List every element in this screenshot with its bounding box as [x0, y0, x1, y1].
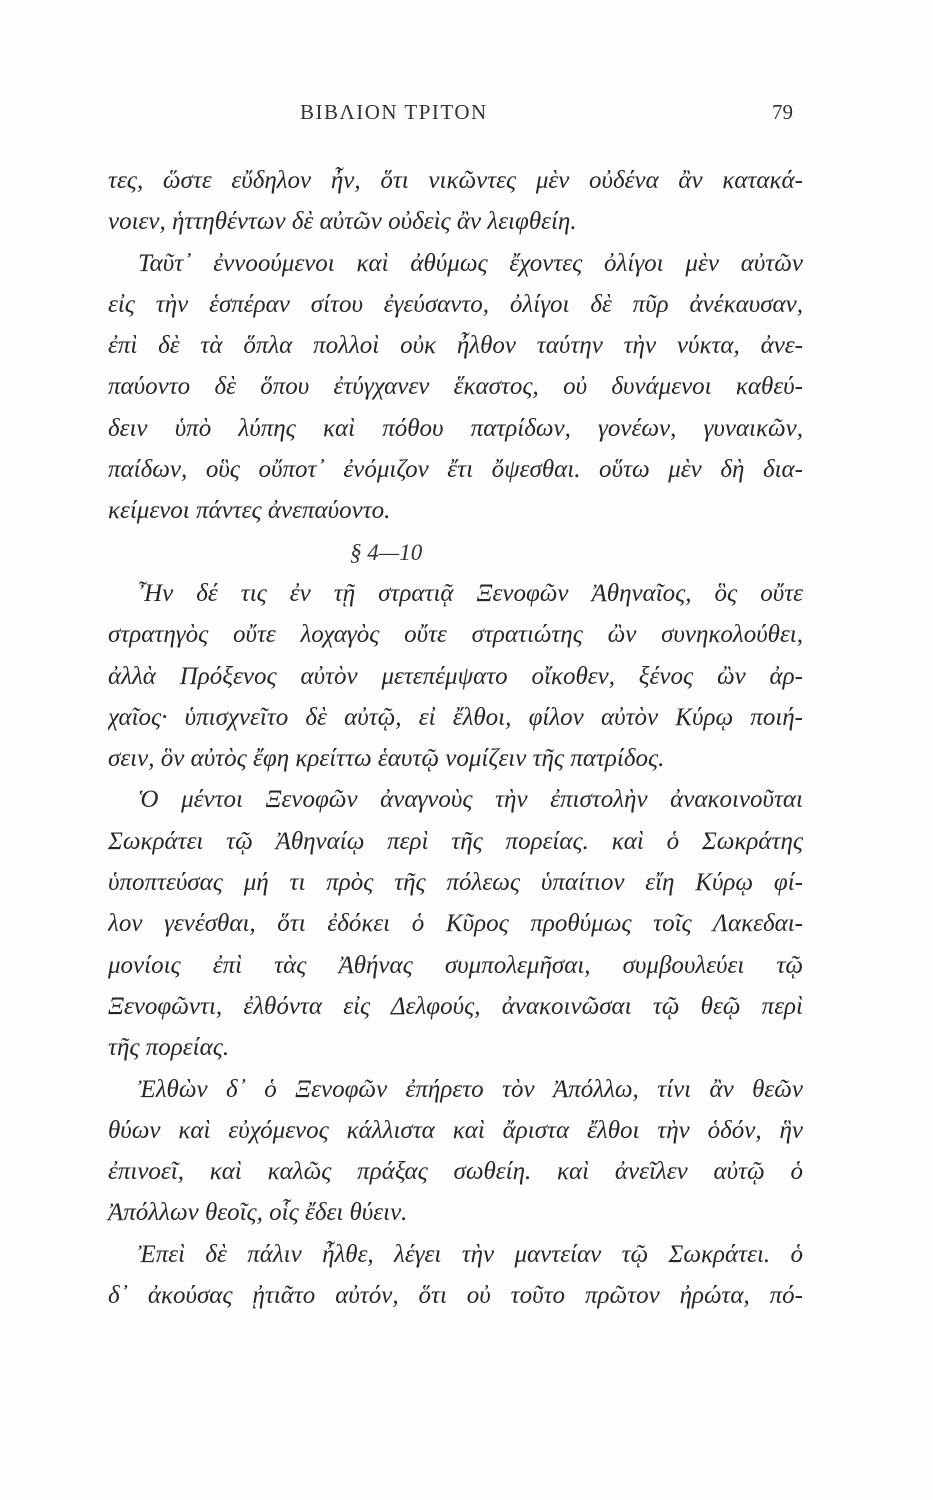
- text-line: εἰς τὴν ἑσπέραν σίτου ἐγεύσαντο, ὀλίγοι δὲ πῦρ ἀνέκαυσαν,: [108, 290, 803, 318]
- text-line: λον γενέσθαι, ὅτι ἐδόκει ὁ Κῦρος προθύμως τοῖς Λακεδαι-: [108, 910, 803, 938]
- text-line: Ἀπόλλων θεοῖς, οἷς ἔδει θύειν.: [108, 1199, 408, 1227]
- running-title: ΒΙΒΛΙΟΝ ΤΡΙΤΟΝ: [300, 100, 488, 124]
- text-line: στρατηγὸς οὔτε λοχαγὸς οὔτε στρατιώτης ὢν συνηκολούθει,: [108, 621, 803, 649]
- text-line: θύων καὶ εὐχόμενος κάλλιστα καὶ ἄριστα ἔλθοι τὴν ὁδόν, ἣν: [108, 1116, 803, 1144]
- page-number: 79: [772, 100, 793, 124]
- body-text: [108, 160, 803, 1316]
- text-line: δ᾽ ἀκούσας ᾐτιᾶτο αὐτόν, ὅτι οὐ τοῦτο πρῶτον ἠρώτα, πό-: [108, 1282, 803, 1310]
- text-line: Ἐπεὶ δὲ πάλιν ἦλθε, λέγει τὴν μαντείαν τῷ Σωκράτει. ὁ: [138, 1240, 803, 1268]
- text-line: τες, ὥστε εὔδηλον ἦν, ὅτι νικῶντες μὲν οὐδένα ἂν κατακά-: [108, 167, 803, 194]
- text-line: σειν, ὃν αὐτὸς ἔφη κρείττω ἑαυτῷ νομίζειν τῆς πατρίδος.: [108, 745, 665, 773]
- text-line: ἐπὶ δὲ τὰ ὅπλα πολλοὶ οὐκ ἦλθον ταύτην τὴν νύκτα, ἀνε-: [108, 332, 803, 360]
- text-line: παίδων, οὓς οὔποτ᾽ ἐνόμιζον ἔτι ὄψεσθαι. οὕτω μὲν δὴ δια-: [108, 456, 803, 484]
- text-line: Ξενοφῶντι, ἐλθόντα εἰς Δελφούς, ἀνακοινῶσαι τῷ θεῷ περὶ: [108, 992, 803, 1020]
- text-line: δειν ὑπὸ λύπης καὶ πόθου πατρίδων, γονέων, γυναικῶν,: [108, 414, 803, 442]
- text-line: ἀλλὰ Πρόξενος αὐτὸν μετεπέμψατο οἴκοθεν, ξένος ὢν ἀρ-: [108, 662, 803, 690]
- text-line: ὑποπτεύσας μή τι πρὸς τῆς πόλεως ὑπαίτιον εἴη Κύρῳ φί-: [108, 869, 803, 897]
- text-line: Ἦν δέ τις ἐν τῇ στρατιᾷ Ξενοφῶν Ἀθηναῖος, ὃς οὔτε: [138, 579, 803, 607]
- text-line: Ὁ μέντοι Ξενοφῶν ἀναγνοὺς τὴν ἐπιστολὴν ἀνακοινοῦται: [138, 786, 803, 814]
- text-line: μονίοις ἐπὶ τὰς Ἀθήνας συμπολεμῆσαι, συμβουλεύει τῷ: [108, 951, 803, 979]
- text-line: νοιεν, ἡττηθέντων δὲ αὐτῶν οὐδεὶς ἂν λειφθείη.: [108, 208, 577, 236]
- text-line: ἐπινοεῖ, καὶ καλῶς πράξας σωθείη. καὶ ἀνεῖλεν αὐτῷ ὁ: [108, 1158, 803, 1186]
- text-line: χαῖος· ὑπισχνεῖτο δὲ αὐτῷ, εἰ ἔλθοι, φίλον αὐτὸν Κύρῳ ποιή-: [108, 703, 803, 731]
- text-line: Ταῦτ᾽ ἐννοούμενοι καὶ ἀθύμως ἔχοντες ὀλίγοι μὲν αὐτῶν: [138, 249, 803, 277]
- text-line: τῆς πορείας.: [108, 1034, 230, 1062]
- section-heading: § 4—10: [350, 539, 423, 565]
- text-line: Ἐλθὼν δ᾽ ὁ Ξενοφῶν ἐπήρετο τὸν Ἀπόλλω, τίνι ἂν θεῶν: [138, 1075, 803, 1103]
- text-line: παύοντο δὲ ὅπου ἐτύγχανεν ἕκαστος, οὐ δυνάμενοι καθεύ-: [108, 373, 803, 401]
- text-line: κείμενοι πάντες ἀνεπαύοντο.: [108, 497, 391, 525]
- text-line: Σωκράτει τῷ Ἀθηναίῳ περὶ τῆς πορείας. καὶ ὁ Σωκράτης: [108, 827, 803, 855]
